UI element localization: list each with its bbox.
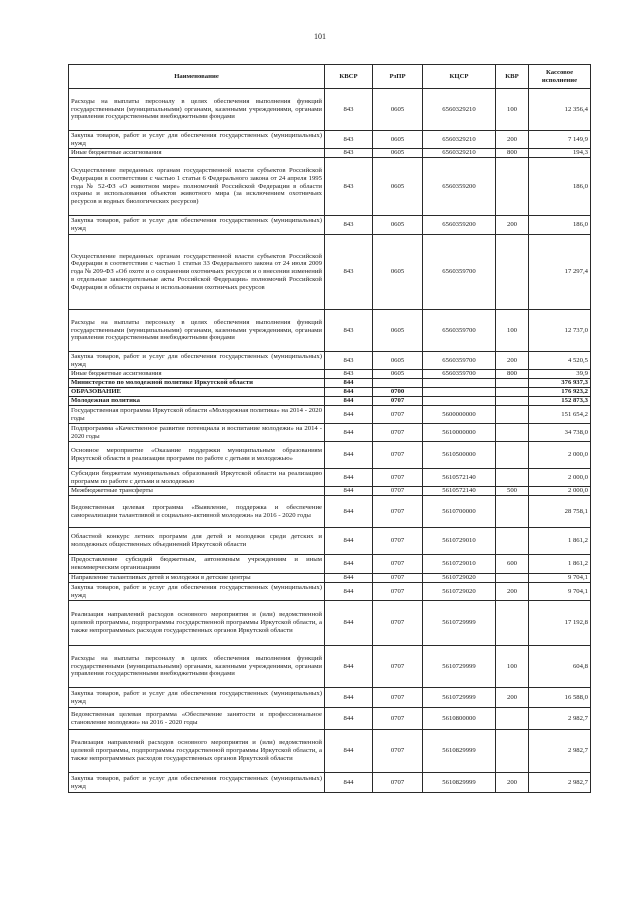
cell-amount: 17 297,4 [529,235,591,310]
cell-kcsr: 5610729010 [423,555,496,574]
table-row [69,131,591,149]
cell-amount: 7 149,9 [529,131,591,149]
cell-kvsr: 844 [325,379,373,388]
cell-kvsr: 844 [325,601,373,646]
cell-kvsr: 844 [325,574,373,583]
cell-amount: 1 861,2 [529,555,591,574]
cell-rzpr: 0605 [373,310,423,352]
cell-amount: 2 000,0 [529,469,591,487]
cell-kvr: 200 [496,688,529,708]
cell-rzpr: 0707 [373,574,423,583]
cell-name: Закупка товаров, работ и услуг для обеспечения государственных (муниципальных) нужд [69,688,325,708]
table-row [69,235,591,310]
cell-kvsr: 844 [325,730,373,773]
cell-kvsr: 843 [325,370,373,379]
cell-kvsr: 843 [325,158,373,216]
cell-amount: 9 704,1 [529,583,591,601]
table-row [69,528,591,555]
table-row [69,216,591,235]
table-row [69,708,591,730]
cell-kvsr: 843 [325,352,373,370]
cell-amount: 152 873,3 [529,397,591,406]
cell-rzpr: 0707 [373,583,423,601]
cell-name: Осуществление переданных органам государственной власти субъектов Российской Федерации в соответствии с частью 1 статьи 6 Федерального закона от 24 апреля 1995 года № 52-ФЗ «О животном мире» полномочий Российской Федерации в области охраны и использования объектов животного мира (за исключением охотничьих ресурсов и водных биологических ресурсов) [69,158,325,216]
cell-kcsr: 6560359700 [423,352,496,370]
cell-kvr [496,469,529,487]
cell-kvr [496,406,529,424]
cell-kvr: 100 [496,89,529,131]
cell-kcsr: 5610829999 [423,773,496,793]
cell-rzpr: 0605 [373,352,423,370]
table-row [69,688,591,708]
cell-kvsr: 844 [325,469,373,487]
table-row [69,555,591,574]
cell-kcsr: 5610572140 [423,469,496,487]
cell-kvr [496,379,529,388]
cell-amount: 2 982,7 [529,773,591,793]
cell-kcsr: 6560359700 [423,310,496,352]
cell-kvr [496,601,529,646]
cell-kvsr: 844 [325,388,373,397]
cell-kcsr: 5610729999 [423,646,496,688]
table-row [69,442,591,469]
cell-kvr [496,528,529,555]
table-row [69,773,591,793]
cell-kcsr: 5610729999 [423,688,496,708]
cell-kvr [496,388,529,397]
cell-kvr [496,424,529,442]
cell-amount: 28 758,1 [529,496,591,528]
cell-kcsr: 6560329210 [423,149,496,158]
cell-amount: 34 738,0 [529,424,591,442]
cell-name: Закупка товаров, работ и услуг для обеспечения государственных (муниципальных) нужд [69,352,325,370]
cell-kcsr: 5610729010 [423,528,496,555]
cell-name: Закупка товаров, работ и услуг для обеспечения государственных (муниципальных) нужд [69,216,325,235]
cell-name: Молодежная политика [69,397,325,406]
cell-kvr [496,496,529,528]
table-row [69,89,591,131]
cell-kcsr: 5610729020 [423,574,496,583]
table-row [69,601,591,646]
cell-name: Расходы на выплаты персоналу в целях обеспечения выполнения функций государственными (муниципальными) органами, казенными учреждениями, органами управления государственными внебюджетными фондами [69,89,325,131]
cell-kvsr: 843 [325,235,373,310]
cell-kvsr: 844 [325,397,373,406]
cell-kvr: 800 [496,370,529,379]
page-number: 101 [314,32,326,41]
cell-kcsr: 6560359700 [423,235,496,310]
cell-rzpr: 0707 [373,442,423,469]
cell-amount: 186,0 [529,216,591,235]
cell-name: Расходы на выплаты персоналу в целях обеспечения выполнения функций государственными (муниципальными) органами, казенными учреждениями, органами управления государственными внебюджетными фондами [69,310,325,352]
cell-name: Основное мероприятие «Оказание поддержки муниципальным образованиям Иркутской области в реализации программ по работе с детьми и молодежью» [69,442,325,469]
cell-amount: 194,3 [529,149,591,158]
cell-kvr: 200 [496,352,529,370]
cell-rzpr: 0605 [373,158,423,216]
cell-amount: 16 588,0 [529,688,591,708]
cell-name: Межбюджетные трансферты [69,487,325,496]
cell-kvr: 200 [496,773,529,793]
cell-kcsr: 5600000000 [423,406,496,424]
table-row [69,388,591,397]
cell-amount: 9 704,1 [529,574,591,583]
column-header-amount: Кассовое исполнение [529,65,591,89]
cell-rzpr: 0707 [373,646,423,688]
cell-name: Закупка товаров, работ и услуг для обеспечения государственных (муниципальных) нужд [69,131,325,149]
cell-rzpr: 0707 [373,601,423,646]
table-row [69,496,591,528]
cell-kvsr: 844 [325,487,373,496]
cell-rzpr: 0707 [373,773,423,793]
cell-amount: 186,0 [529,158,591,216]
cell-rzpr: 0707 [373,528,423,555]
cell-rzpr [373,379,423,388]
cell-kvsr: 844 [325,528,373,555]
column-header-kvr: КВР [496,65,529,89]
cell-rzpr: 0707 [373,555,423,574]
cell-kvsr: 843 [325,89,373,131]
table-row [69,406,591,424]
cell-name: ОБРАЗОВАНИЕ [69,388,325,397]
table-row [69,646,591,688]
cell-amount: 2 000,0 [529,487,591,496]
column-header-kvsr: КВСР [325,65,373,89]
table-body [69,89,591,793]
cell-kcsr: 5610729999 [423,601,496,646]
cell-kvsr: 843 [325,149,373,158]
cell-kvsr: 843 [325,216,373,235]
table-header-row [69,65,591,89]
cell-amount: 12 356,4 [529,89,591,131]
cell-name: Закупка товаров, работ и услуг для обеспечения государственных (муниципальных) нужд [69,583,325,601]
table-row [69,149,591,158]
cell-kcsr [423,379,496,388]
table-row [69,352,591,370]
cell-kvr: 200 [496,131,529,149]
cell-amount: 4 520,5 [529,352,591,370]
cell-rzpr: 0707 [373,397,423,406]
table-row [69,730,591,773]
cell-name: Иные бюджетные ассигнования [69,149,325,158]
cell-amount: 1 861,2 [529,528,591,555]
cell-name: Реализация направлений расходов основного мероприятия и (или) ведомственной целевой программы, подпрограммы государственной программы Иркутской области, а также непрограммных расходов государственных органов Иркутской области [69,730,325,773]
cell-name: Государственная программа Иркутской области «Молодежная политика» на 2014 - 2020 годы [69,406,325,424]
cell-amount: 151 654,2 [529,406,591,424]
cell-amount: 2 982,7 [529,708,591,730]
table-row [69,370,591,379]
cell-amount: 604,8 [529,646,591,688]
cell-kcsr: 6560359200 [423,158,496,216]
cell-amount: 12 737,0 [529,310,591,352]
cell-kvr: 500 [496,487,529,496]
table-row [69,379,591,388]
cell-kvr: 600 [496,555,529,574]
cell-kcsr: 5610572140 [423,487,496,496]
cell-kvsr: 844 [325,406,373,424]
cell-amount: 2 000,0 [529,442,591,469]
column-header-name: Наименование [69,65,325,89]
cell-kcsr: 6560329210 [423,89,496,131]
cell-rzpr: 0707 [373,424,423,442]
table-row [69,397,591,406]
cell-rzpr: 0707 [373,469,423,487]
cell-name: Ведомственная целевая программа «Выявление, поддержка и обеспечение самореализации талантливой и социально-активной молодежи» на 2016 - 2020 годы [69,496,325,528]
cell-kvsr: 843 [325,310,373,352]
cell-amount: 39,9 [529,370,591,379]
cell-rzpr: 0707 [373,487,423,496]
cell-name: Реализация направлений расходов основного мероприятия и (или) ведомственной целевой программы, подпрограммы государственной программы Иркутской области, а также непрограммных расходов государственных органов Иркутской области [69,601,325,646]
cell-kvr: 800 [496,149,529,158]
cell-name: Иные бюджетные ассигнования [69,370,325,379]
cell-kcsr [423,388,496,397]
cell-name: Закупка товаров, работ и услуг для обеспечения государственных (муниципальных) нужд [69,773,325,793]
cell-kvsr: 844 [325,442,373,469]
cell-kvsr: 844 [325,424,373,442]
column-header-kcsr: КЦСР [423,65,496,89]
table-row [69,583,591,601]
cell-rzpr: 0605 [373,235,423,310]
cell-kcsr: 5610800000 [423,708,496,730]
cell-kvsr: 844 [325,688,373,708]
table-row [69,424,591,442]
table-row [69,469,591,487]
cell-kvsr: 844 [325,646,373,688]
cell-rzpr: 0605 [373,89,423,131]
table-row [69,158,591,216]
cell-rzpr: 0605 [373,149,423,158]
cell-kvsr: 844 [325,583,373,601]
table-row [69,487,591,496]
cell-kvsr: 844 [325,496,373,528]
cell-name: Подпрограмма «Качественное развитие потенциала и воспитание молодежи» на 2014 - 2020 годы [69,424,325,442]
cell-kcsr [423,397,496,406]
cell-kcsr: 6560359700 [423,370,496,379]
cell-name: Предоставление субсидий бюджетным, автономным учреждениям и иным некоммерческим организациям [69,555,325,574]
table-row [69,574,591,583]
cell-name: Ведомственная целевая программа «Обеспечение занятости и профессиональное становление молодежи» на 2016 - 2020 годы [69,708,325,730]
cell-kvr: 100 [496,646,529,688]
cell-rzpr: 0707 [373,688,423,708]
cell-kcsr: 5610000000 [423,424,496,442]
cell-rzpr: 0707 [373,406,423,424]
cell-kcsr: 6560359200 [423,216,496,235]
cell-amount: 376 937,3 [529,379,591,388]
cell-amount: 176 923,2 [529,388,591,397]
cell-rzpr: 0605 [373,370,423,379]
cell-kvr [496,730,529,773]
cell-kvr [496,158,529,216]
budget-execution-table [68,64,591,793]
cell-name: Осуществление переданных органам государственной власти субъектов Российской Федерации в соответствии с частью 1 статьи 33 Федерального закона от 24 июля 2009 года № 209-ФЗ «Об охоте и о сохранении охотничьих ресурсов и о внесении изменений в отдельные законодательные акты Российской Федерации» полномочий Российской Федерации в области охраны и использования охотничьих ресурсов [69,235,325,310]
cell-kvr: 200 [496,216,529,235]
column-header-rzpr: РзПР [373,65,423,89]
cell-kcsr: 5610500000 [423,442,496,469]
cell-kcsr: 5610700000 [423,496,496,528]
cell-name: Министерство по молодежной политике Иркутской области [69,379,325,388]
cell-kvsr: 844 [325,555,373,574]
table-row [69,310,591,352]
cell-kvr [496,708,529,730]
cell-kvr: 200 [496,583,529,601]
cell-amount: 17 192,8 [529,601,591,646]
cell-kvr [496,574,529,583]
cell-rzpr: 0707 [373,708,423,730]
cell-kvr [496,235,529,310]
cell-name: Областной конкурс летних программ для детей и молодежи среди детских и молодежных общественных объединений Иркутской области [69,528,325,555]
cell-name: Направление талантливых детей и молодежи в детские центры [69,574,325,583]
cell-kvsr: 844 [325,773,373,793]
cell-rzpr: 0700 [373,388,423,397]
cell-kvsr: 843 [325,131,373,149]
cell-rzpr: 0707 [373,730,423,773]
cell-name: Расходы на выплаты персоналу в целях обеспечения выполнения функций государственными (муниципальными) органами, казенными учреждениями, органами управления государственными внебюджетными фондами [69,646,325,688]
cell-rzpr: 0605 [373,131,423,149]
cell-rzpr: 0707 [373,496,423,528]
cell-amount: 2 982,7 [529,730,591,773]
cell-kvr: 100 [496,310,529,352]
cell-kcsr: 5610729020 [423,583,496,601]
cell-kcsr: 6560329210 [423,131,496,149]
cell-name: Субсидии бюджетам муниципальных образований Иркутской области на реализацию программ по работе с детьми и молодежью [69,469,325,487]
cell-kvr [496,442,529,469]
cell-kcsr: 5610829999 [423,730,496,773]
cell-kvsr: 844 [325,708,373,730]
cell-rzpr: 0605 [373,216,423,235]
cell-kvr [496,397,529,406]
